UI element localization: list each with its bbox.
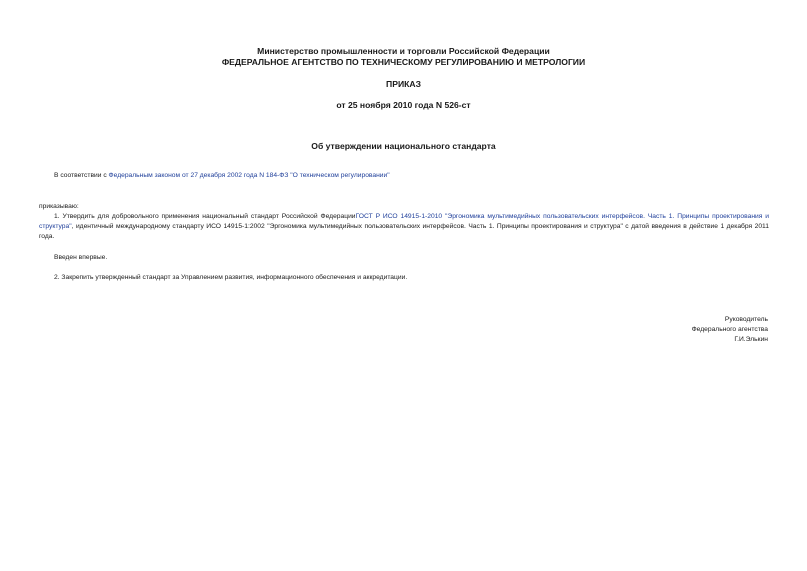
signatory-title-line-1: Руководитель: [724, 316, 768, 323]
document-date-number: от 25 ноября 2010 года N 526-ст: [336, 100, 471, 110]
agency-name: ФЕДЕРАЛЬНОЕ АГЕНТСТВО ПО ТЕХНИЧЕСКОМУ РЕГУЛИРОВАНИЮ И МЕТРОЛОГИИ: [221, 57, 586, 67]
document-type: ПРИКАЗ: [386, 79, 421, 89]
ministry-name: Министерство промышленности и торговли Российской Федерации: [257, 46, 550, 56]
document-subject: Об утверждении национального стандарта: [311, 141, 496, 151]
item-1-prefix: 1. Утвердить для добровольного применения национальный стандарт Российской Федерации: [54, 213, 356, 220]
item-1-paragraph: [39, 212, 769, 242]
item-2-paragraph: 2. Закрепить утвержденный стандарт за Управлением развития, информационного обеспечения и аккредитации.: [54, 274, 408, 281]
basis-prefix: В соответствии с: [54, 172, 109, 179]
gost-standard-link[interactable]: ГОСТ Р ИСО 14915-1-2010 "Эргономика мультимедийных пользовательских интерфейсов. Часть 1. Принципы проектирования и структура": [39, 213, 769, 230]
signatory-title-line-2: Федерального агентства: [691, 326, 768, 333]
basis-paragraph: [54, 171, 774, 181]
order-word: приказываю:: [39, 203, 79, 210]
signatory-name: Г.И.Элькин: [734, 336, 768, 343]
intro-note: Введен впервые.: [54, 254, 108, 261]
item-1-suffix: , идентичный международному стандарту ИСО 14915-1:2002 "Эргономика мультимедийных пользовательских интерфейсов. Часть 1. Принципы проектирования и структура" с датой введения в действие 1 декабря 2011 года.: [39, 223, 769, 240]
federal-law-link[interactable]: Федеральным законом от 27 декабря 2002 года N 184-ФЗ "О техническом регулировании": [108, 172, 390, 179]
